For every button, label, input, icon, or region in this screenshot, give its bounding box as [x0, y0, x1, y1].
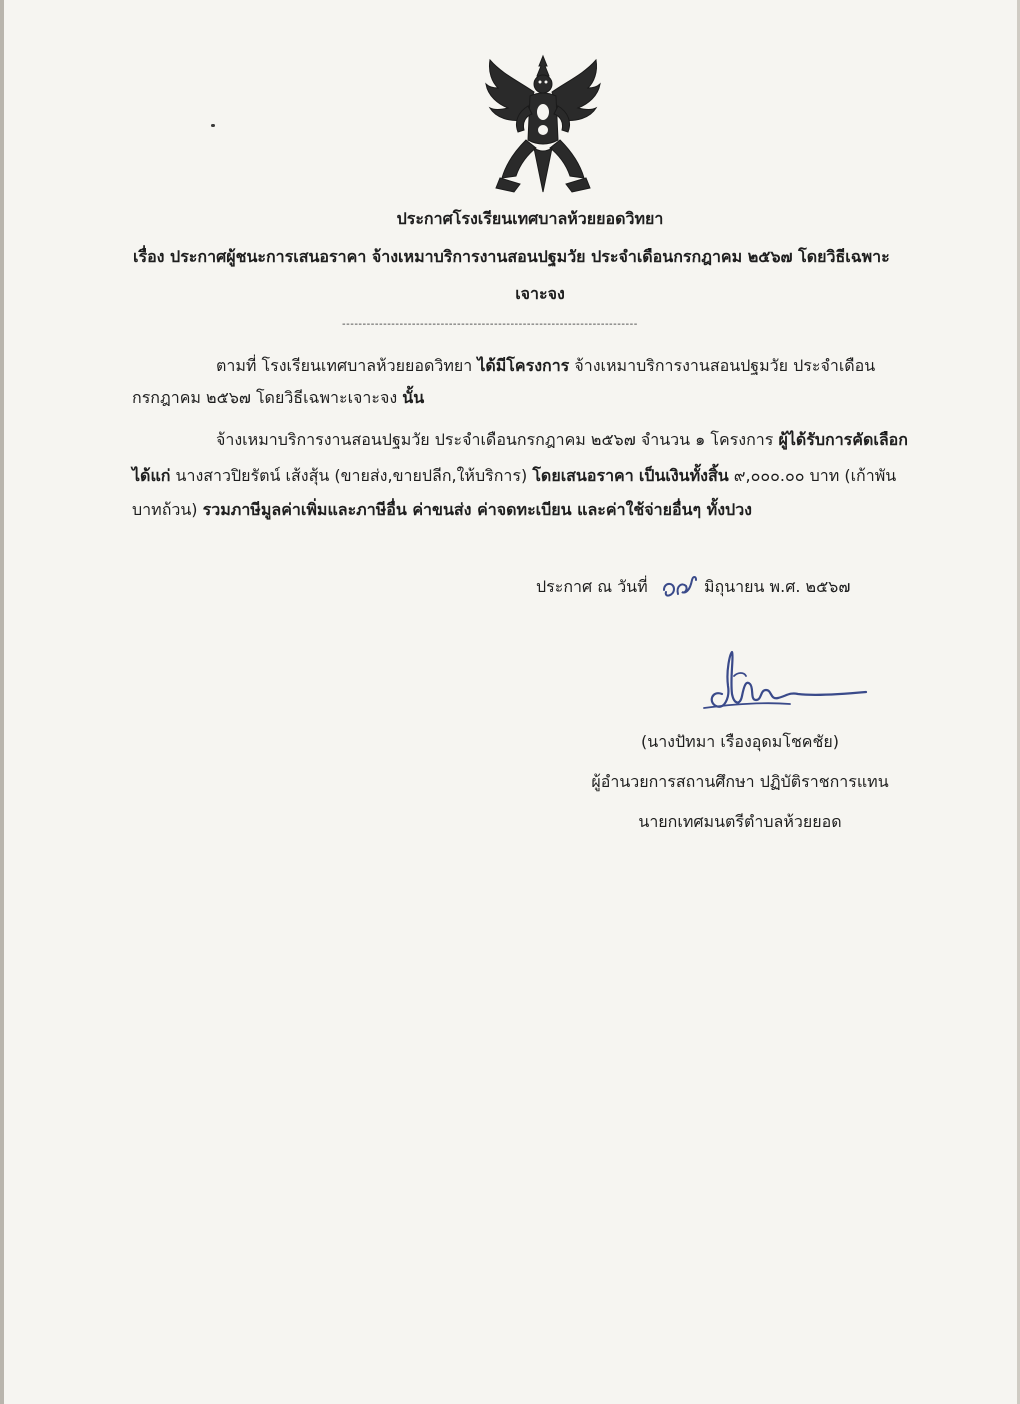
document-title: ประกาศโรงเรียนเทศบาลห้วยยอดวิทยา — [396, 209, 664, 228]
announce-date-prefix: ประกาศ ณ วันที่ — [536, 577, 648, 596]
para1-segment-bold: นั้น — [402, 388, 425, 407]
para2-segment-bold: โดยเสนอราคา — [532, 466, 634, 485]
para1-segment: ตามที่ โรงเรียนเทศบาลห้วยยอดวิทยา — [216, 356, 473, 375]
para2-segment: บาทถ้วน) — [132, 500, 198, 519]
paragraph-1-line-2 — [132, 388, 424, 408]
para2-segment: จ้างเหมาบริการงานสอนปฐมวัย ประจำเดือนกรกฎาคม ๒๕๖๗ จำนวน ๑ โครงการ — [216, 430, 774, 449]
subject-continuation: เจาะจง — [515, 284, 565, 303]
para2-segment-bold: ผู้ได้รับการคัดเลือก — [778, 430, 908, 449]
scan-speck — [211, 124, 215, 127]
para2-segment-bold: ได้แก่ — [132, 466, 171, 485]
paragraph-2-line-1 — [216, 430, 908, 450]
para2-segment: นางสาวปิยรัตน์ เส้งสุ้น (ขายส่ง,ขายปลีก,ให้บริการ) — [175, 466, 528, 485]
separator-line: ------------------------------------------------------------------------ — [342, 319, 638, 330]
paragraph-2-line-2 — [132, 466, 896, 486]
para1-segment-bold: ได้มีโครงการ — [477, 356, 570, 375]
para1-segment: จ้างเหมาบริการงานสอนปฐมวัย ประจำเดือน — [574, 356, 876, 375]
para1-segment: กรกฎาคม ๒๕๖๗ โดยวิธีเฉพาะเจาะจง — [132, 388, 398, 407]
handwritten-signature — [694, 646, 872, 728]
signer-name: (นางปัทมา เรืองอุดมโชคชัย) — [641, 732, 839, 751]
para2-segment-bold: เป็นเงินทั้งสิ้น — [638, 466, 729, 485]
signer-authority: นายกเทศมนตรีตำบลห้วยยอด — [638, 812, 842, 831]
paragraph-2-line-3 — [132, 500, 752, 520]
paragraph-1-line-1 — [216, 356, 875, 376]
para2-segment-bold: รวมภาษีมูลค่าเพิ่มและภาษีอื่น ค่าขนส่ง ค่าจดทะเบียน และค่าใช้จ่ายอื่นๆ ทั้งปวง — [202, 500, 752, 519]
announce-date-suffix: มิถุนายน พ.ศ. ๒๕๖๗ — [704, 577, 851, 596]
para2-segment: ๙,๐๐๐.๐๐ บาท (เก้าพัน — [733, 466, 897, 485]
handwritten-day — [660, 572, 700, 602]
scan-edge-left — [0, 0, 4, 1404]
subject-line: เรื่อง ประกาศผู้ชนะการเสนอราคา จ้างเหมาบริการงานสอนปฐมวัย ประจำเดือนกรกฎาคม ๒๕๖๗ โดยวิธีเฉพาะ — [133, 247, 890, 266]
garuda-emblem-icon — [484, 52, 602, 200]
signer-position: ผู้อำนวยการสถานศึกษา ปฏิบัติราชการแทน — [591, 772, 889, 791]
